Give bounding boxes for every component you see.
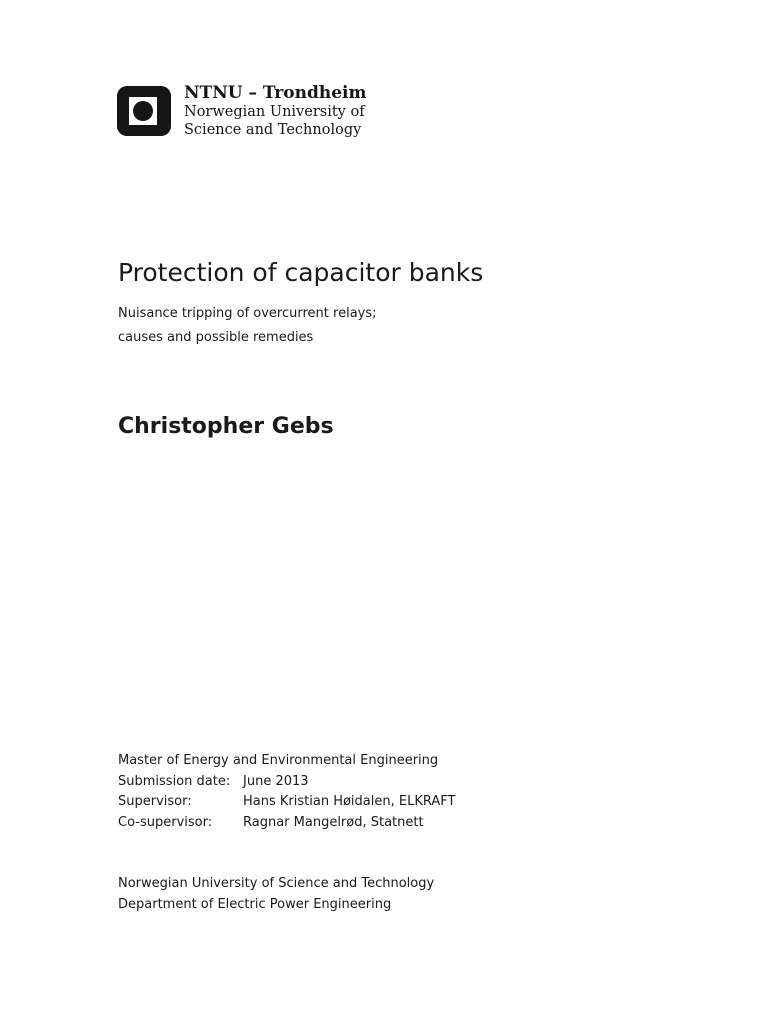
author-name: Christopher Gebs: [118, 414, 334, 439]
department-name: Department of Electric Power Engineering: [118, 896, 392, 912]
detail-row-supervisor: [118, 792, 455, 813]
logo-line-1: NTNU – Trondheim: [184, 83, 367, 103]
subtitle-line-2: causes and possible remedies: [118, 330, 314, 345]
co-supervisor-label: Co-supervisor:: [118, 814, 213, 830]
thesis-subtitle: [118, 302, 377, 350]
logo-line-3: Science and Technology: [184, 122, 362, 138]
thesis-details: [118, 751, 455, 833]
university-name: Norwegian University of Science and Technology: [118, 876, 435, 891]
submission-date-label: Submission date:: [118, 773, 231, 789]
submission-date-value: June 2013: [243, 773, 309, 789]
logo-text: [184, 84, 366, 139]
ntnu-logo-mark-icon: [117, 86, 171, 136]
co-supervisor-value: Ragnar Mangelrød, Statnett: [243, 814, 424, 830]
supervisor-value: Hans Kristian Høidalen, ELKRAFT: [243, 794, 456, 809]
ntnu-logo: [117, 83, 397, 142]
logo-line-2: Norwegian University of: [184, 104, 365, 120]
institution-block: [118, 874, 434, 915]
detail-row-submission: [118, 772, 455, 793]
detail-row-co-supervisor: [118, 813, 455, 834]
degree-program: Master of Energy and Environmental Engineering: [118, 753, 439, 768]
thesis-title: Protection of capacitor banks: [118, 258, 484, 287]
subtitle-line-1: Nuisance tripping of overcurrent relays;: [118, 306, 377, 321]
supervisor-label: Supervisor:: [118, 794, 192, 809]
